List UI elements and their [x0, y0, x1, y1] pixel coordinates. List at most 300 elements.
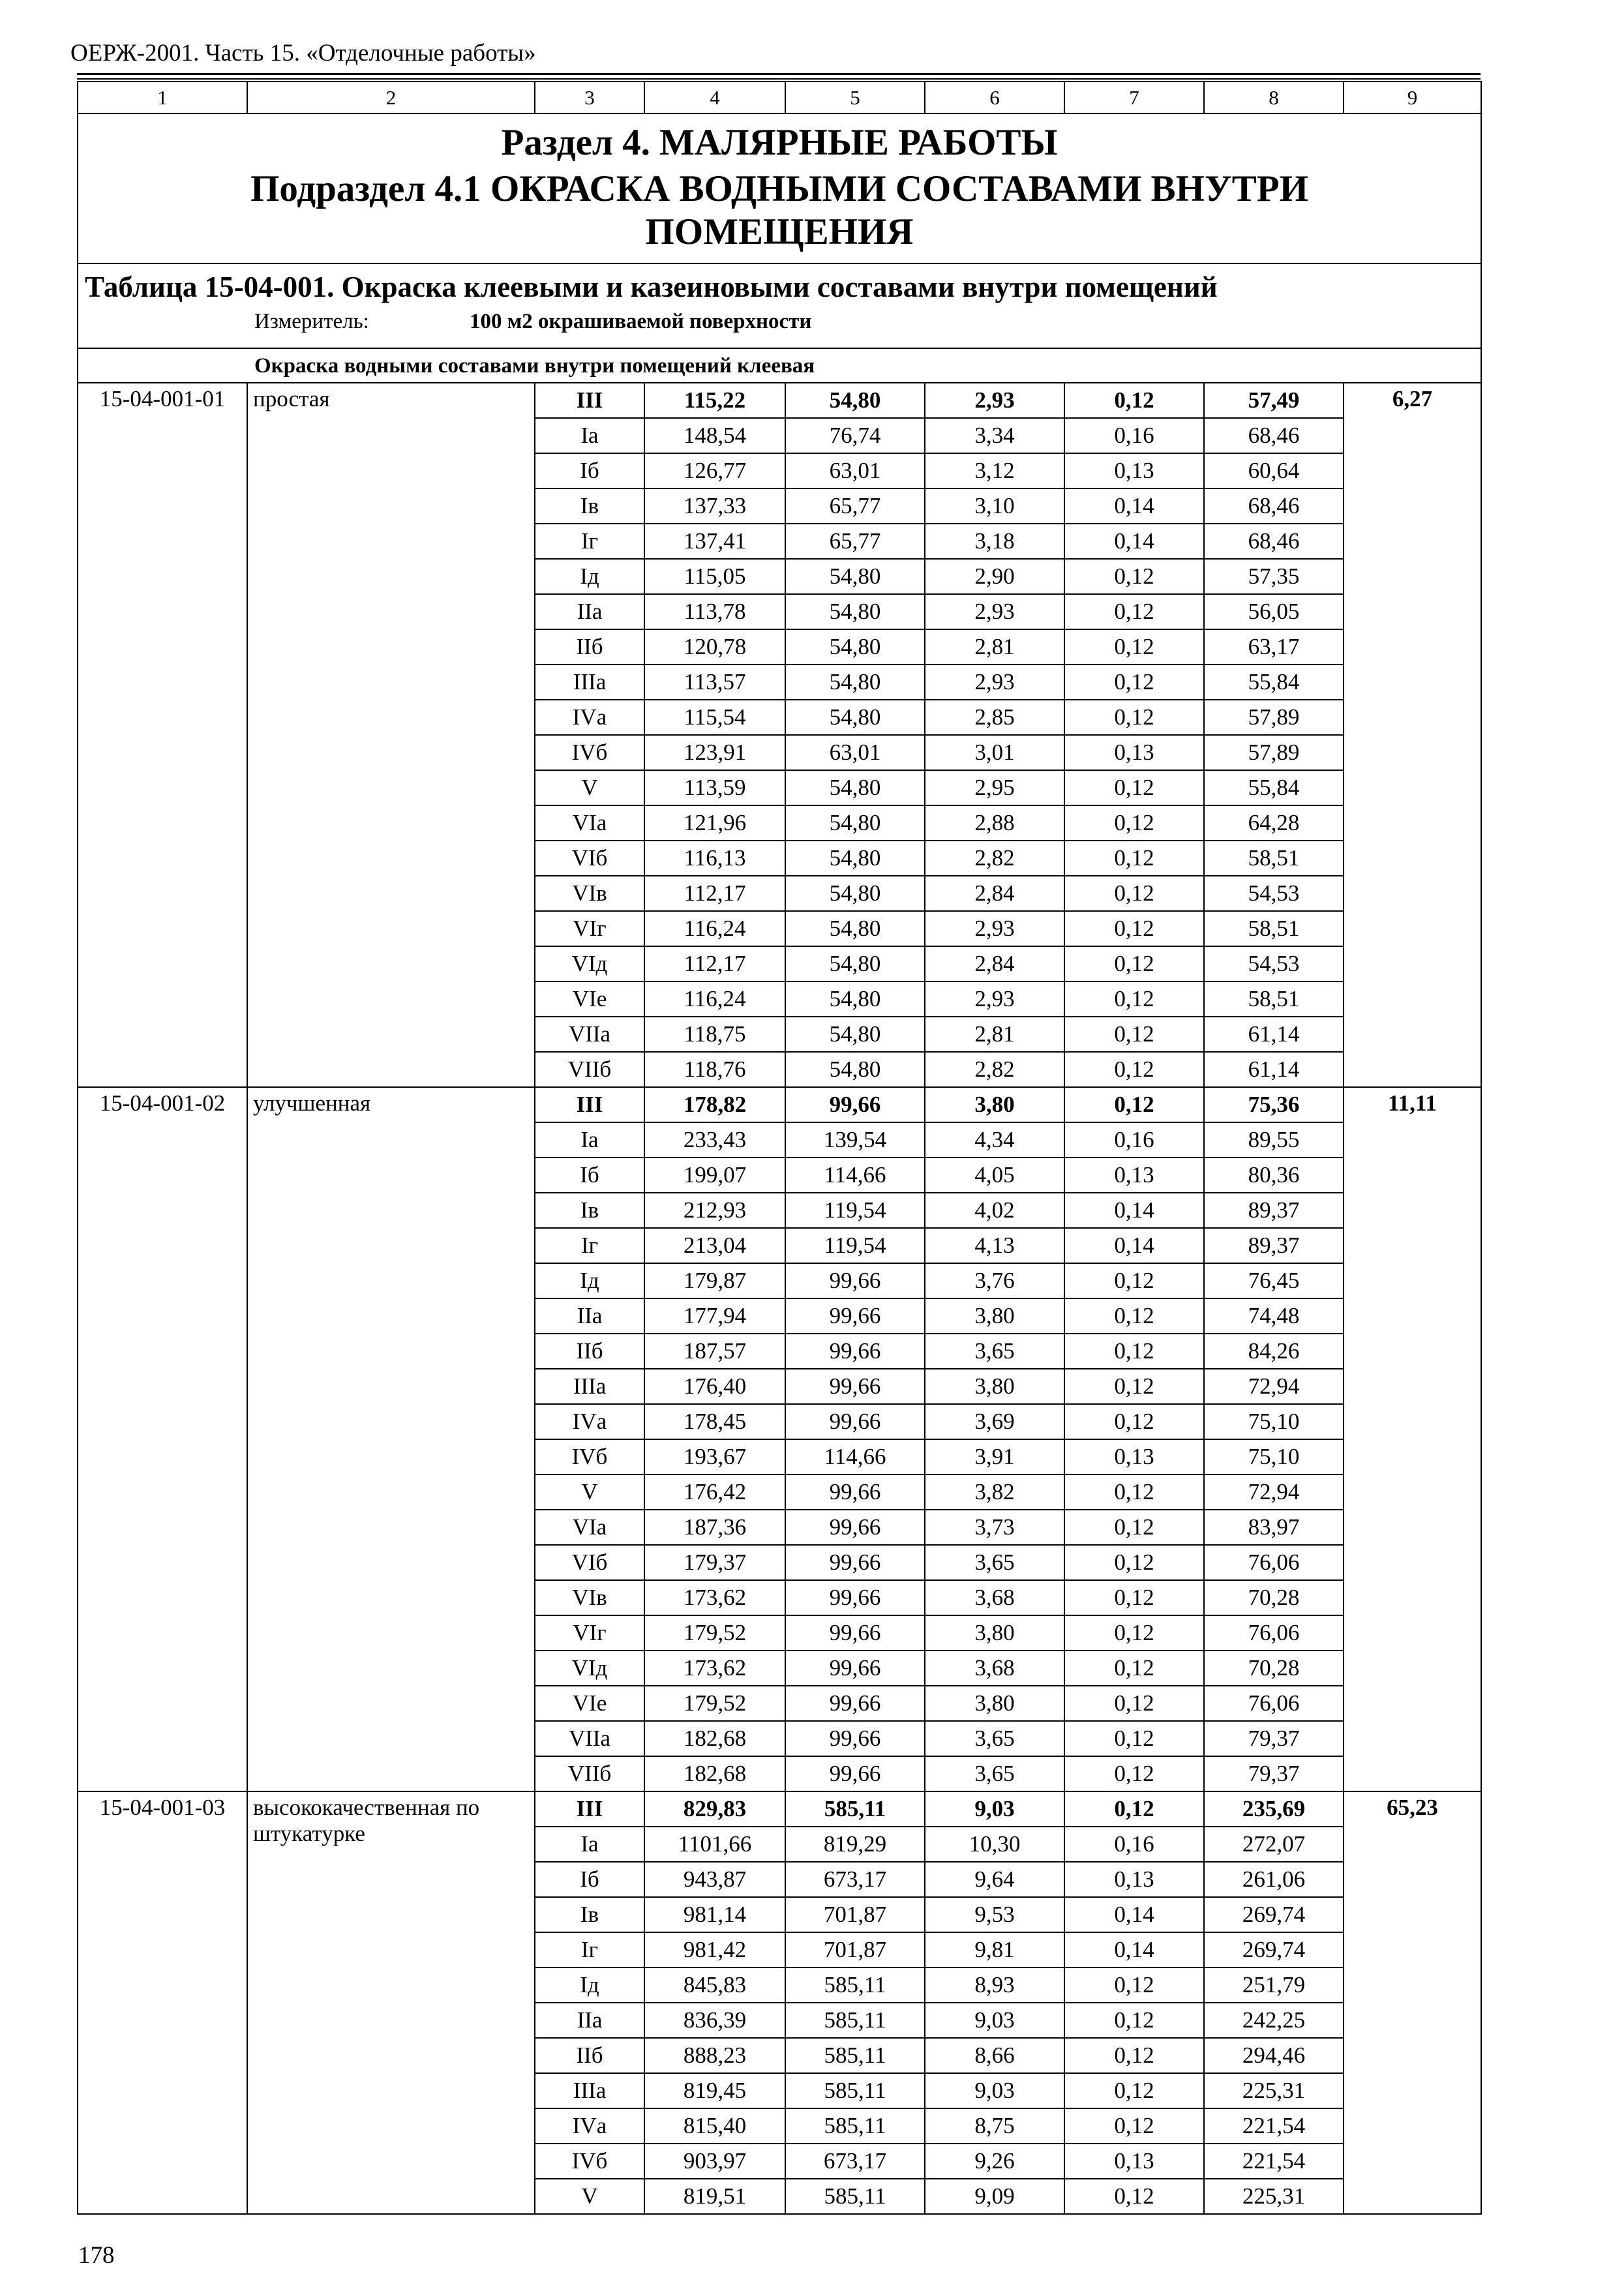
value-cell: 99,66 [785, 1369, 925, 1404]
value-cell: 173,62 [644, 1580, 785, 1615]
value-cell: 70,28 [1204, 1651, 1344, 1686]
value-cell: 0,12 [1064, 2003, 1204, 2038]
zone-cell: Iг [535, 1228, 644, 1263]
value-cell: 2,81 [925, 629, 1064, 665]
value-cell: 179,52 [644, 1615, 785, 1651]
value-cell: 2,93 [925, 383, 1064, 418]
page-number: 178 [78, 2242, 115, 2269]
header-rule [77, 73, 1481, 75]
value-cell: 269,74 [1204, 1897, 1344, 1932]
zone-cell: VIIб [535, 1052, 644, 1087]
column-number: 4 [644, 82, 785, 113]
value-cell: 57,89 [1204, 700, 1344, 735]
value-cell: 0,12 [1064, 981, 1204, 1017]
value-cell: 74,48 [1204, 1298, 1344, 1334]
value-cell: 0,12 [1064, 1545, 1204, 1580]
value-cell: 118,76 [644, 1052, 785, 1087]
value-cell: 701,87 [785, 1932, 925, 1967]
value-cell: 176,42 [644, 1474, 785, 1510]
value-cell: 3,80 [925, 1087, 1064, 1122]
value-cell: 0,12 [1064, 1651, 1204, 1686]
value-cell: 84,26 [1204, 1334, 1344, 1369]
value-cell: 0,12 [1064, 665, 1204, 700]
zone-cell: V [535, 1474, 644, 1510]
value-cell: 8,93 [925, 1967, 1064, 2003]
zone-cell: IIIа [535, 2073, 644, 2108]
value-cell: 213,04 [644, 1228, 785, 1263]
value-cell: 0,12 [1064, 2073, 1204, 2108]
value-cell: 63,01 [785, 453, 925, 488]
value-cell: 79,37 [1204, 1721, 1344, 1756]
zone-cell: VIе [535, 981, 644, 1017]
value-cell: 0,12 [1064, 1686, 1204, 1721]
zone-cell: Iв [535, 1897, 644, 1932]
value-cell: 89,55 [1204, 1122, 1344, 1158]
value-cell: 9,03 [925, 2073, 1064, 2108]
zone-cell: IVа [535, 2108, 644, 2144]
value-cell: 585,11 [785, 1791, 925, 1827]
value-cell: 3,68 [925, 1580, 1064, 1615]
zone-cell: IIб [535, 1334, 644, 1369]
value-cell: 193,67 [644, 1439, 785, 1474]
value-cell: 3,73 [925, 1510, 1064, 1545]
value-cell: 3,18 [925, 524, 1064, 559]
value-cell: 99,66 [785, 1686, 925, 1721]
value-cell: 75,36 [1204, 1087, 1344, 1122]
value-cell: 0,12 [1064, 1967, 1204, 2003]
column-number: 6 [925, 82, 1064, 113]
value-cell: 64,28 [1204, 805, 1344, 841]
value-cell: 0,12 [1064, 1510, 1204, 1545]
value-cell: 0,12 [1064, 911, 1204, 946]
zone-cell: Iв [535, 488, 644, 524]
value-cell: 199,07 [644, 1158, 785, 1193]
value-cell: 9,81 [925, 1932, 1064, 1967]
rate-code: 15-04-001-01 [78, 383, 247, 1087]
value-cell: 54,80 [785, 700, 925, 735]
value-cell: 261,06 [1204, 1862, 1344, 1897]
value-cell: 148,54 [644, 418, 785, 453]
value-cell: 10,30 [925, 1827, 1064, 1862]
zone-cell: Iд [535, 559, 644, 594]
subsection-title: Подраздел 4.1 ОКРАСКА ВОДНЫМИ СОСТАВАМИ ВНУТРИ ПОМЕЩЕНИЯ [250, 168, 1308, 252]
value-cell: 179,87 [644, 1263, 785, 1298]
value-cell: 54,80 [785, 665, 925, 700]
value-cell: 65,77 [785, 524, 925, 559]
value-cell: 8,75 [925, 2108, 1064, 2144]
section-title: Раздел 4. МАЛЯРНЫЕ РАБОТЫ [501, 122, 1058, 163]
value-cell: 819,51 [644, 2179, 785, 2214]
zone-cell: IIа [535, 2003, 644, 2038]
value-cell: 0,12 [1064, 2038, 1204, 2073]
table-row [78, 1087, 1481, 1122]
value-cell: 99,66 [785, 1510, 925, 1545]
value-cell: 981,14 [644, 1897, 785, 1932]
zone-cell: Iа [535, 418, 644, 453]
zone-cell: VIв [535, 1580, 644, 1615]
value-cell: 0,14 [1064, 488, 1204, 524]
value-cell: 119,54 [785, 1193, 925, 1228]
value-cell: 269,74 [1204, 1932, 1344, 1967]
subheading-row [78, 348, 1481, 383]
column-9-value: 6,27 [1344, 383, 1481, 1087]
value-cell: 0,12 [1064, 2179, 1204, 2214]
value-cell: 0,12 [1064, 700, 1204, 735]
column-number: 9 [1344, 82, 1481, 113]
value-cell: 57,89 [1204, 735, 1344, 770]
zone-cell: IIб [535, 629, 644, 665]
table-title-cell [78, 263, 1481, 348]
zone-cell: IIIа [535, 665, 644, 700]
value-cell: 120,78 [644, 629, 785, 665]
value-cell: 235,69 [1204, 1791, 1344, 1827]
value-cell: 585,11 [785, 2108, 925, 2144]
value-cell: 0,12 [1064, 1756, 1204, 1791]
value-cell: 55,84 [1204, 770, 1344, 805]
value-cell: 9,53 [925, 1897, 1064, 1932]
value-cell: 179,37 [644, 1545, 785, 1580]
zone-cell: V [535, 2179, 644, 2214]
zone-cell: Iг [535, 1932, 644, 1967]
value-cell: 79,37 [1204, 1756, 1344, 1791]
value-cell: 3,69 [925, 1404, 1064, 1439]
value-cell: 3,65 [925, 1545, 1064, 1580]
value-cell: 0,12 [1064, 1087, 1204, 1122]
zone-cell: III [535, 1087, 644, 1122]
value-cell: 0,12 [1064, 805, 1204, 841]
value-cell: 61,14 [1204, 1052, 1344, 1087]
value-cell: 2,82 [925, 841, 1064, 876]
value-cell: 0,12 [1064, 1263, 1204, 1298]
value-cell: 0,16 [1064, 418, 1204, 453]
value-cell: 3,80 [925, 1686, 1064, 1721]
value-cell: 72,94 [1204, 1474, 1344, 1510]
value-cell: 4,34 [925, 1122, 1064, 1158]
value-cell: 3,10 [925, 488, 1064, 524]
value-cell: 56,05 [1204, 594, 1344, 629]
zone-cell: VIб [535, 841, 644, 876]
value-cell: 836,39 [644, 2003, 785, 2038]
value-cell: 76,06 [1204, 1686, 1344, 1721]
value-cell: 137,41 [644, 524, 785, 559]
value-cell: 99,66 [785, 1474, 925, 1510]
value-cell: 55,84 [1204, 665, 1344, 700]
value-cell: 89,37 [1204, 1228, 1344, 1263]
value-cell: 0,12 [1064, 841, 1204, 876]
value-cell: 114,66 [785, 1158, 925, 1193]
value-cell: 187,36 [644, 1510, 785, 1545]
value-cell: 3,65 [925, 1721, 1064, 1756]
value-cell: 2,84 [925, 876, 1064, 911]
zone-cell: IVа [535, 700, 644, 735]
value-cell: 126,77 [644, 453, 785, 488]
value-cell: 99,66 [785, 1756, 925, 1791]
zone-cell: Iб [535, 1158, 644, 1193]
value-cell: 0,13 [1064, 1439, 1204, 1474]
value-cell: 9,09 [925, 2179, 1064, 2214]
value-cell: 0,12 [1064, 876, 1204, 911]
value-cell: 829,83 [644, 1791, 785, 1827]
value-cell: 585,11 [785, 2073, 925, 2108]
zone-cell: VIIа [535, 1017, 644, 1052]
value-cell: 57,35 [1204, 559, 1344, 594]
value-cell: 3,76 [925, 1263, 1064, 1298]
zone-cell: VIе [535, 1686, 644, 1721]
value-cell: 83,97 [1204, 1510, 1344, 1545]
value-cell: 112,17 [644, 946, 785, 981]
value-cell: 0,12 [1064, 1334, 1204, 1369]
table-title: Таблица 15-04-001. Окраска клеевыми и казеиновыми составами внутри помещений [85, 271, 1218, 303]
value-cell: 701,87 [785, 1897, 925, 1932]
value-cell: 76,06 [1204, 1615, 1344, 1651]
zone-cell: IIIа [535, 1369, 644, 1404]
value-cell: 3,91 [925, 1439, 1064, 1474]
column-number: 5 [785, 82, 925, 113]
value-cell: 251,79 [1204, 1967, 1344, 2003]
value-cell: 4,13 [925, 1228, 1064, 1263]
value-cell: 221,54 [1204, 2108, 1344, 2144]
zone-cell: VIв [535, 876, 644, 911]
value-cell: 99,66 [785, 1298, 925, 1334]
value-cell: 0,12 [1064, 1017, 1204, 1052]
value-cell: 2,95 [925, 770, 1064, 805]
zone-cell: IIа [535, 1298, 644, 1334]
value-cell: 72,94 [1204, 1369, 1344, 1404]
subheading: Окраска водными составами внутри помещений клеевая [78, 348, 1481, 383]
value-cell: 76,06 [1204, 1545, 1344, 1580]
zone-cell: IIа [535, 594, 644, 629]
value-cell: 121,96 [644, 805, 785, 841]
zone-cell: Iд [535, 1263, 644, 1298]
value-cell: 0,12 [1064, 1298, 1204, 1334]
work-name: улучшенная [247, 1087, 535, 1791]
value-cell: 58,51 [1204, 911, 1344, 946]
value-cell: 0,14 [1064, 1228, 1204, 1263]
value-cell: 2,90 [925, 559, 1064, 594]
value-cell: 819,29 [785, 1827, 925, 1862]
value-cell: 54,53 [1204, 876, 1344, 911]
value-cell: 0,14 [1064, 1897, 1204, 1932]
value-cell: 0,12 [1064, 629, 1204, 665]
value-cell: 99,66 [785, 1334, 925, 1369]
value-cell: 8,66 [925, 2038, 1064, 2073]
value-cell: 0,14 [1064, 1193, 1204, 1228]
value-cell: 9,64 [925, 1862, 1064, 1897]
value-cell: 173,62 [644, 1651, 785, 1686]
table-row [78, 1791, 1481, 1827]
value-cell: 3,65 [925, 1756, 1064, 1791]
value-cell: 903,97 [644, 2144, 785, 2179]
zone-cell: Iв [535, 1193, 644, 1228]
value-cell: 54,80 [785, 629, 925, 665]
running-head: ОЕРЖ-2001. Часть 15. «Отделочные работы» [70, 40, 536, 67]
value-cell: 75,10 [1204, 1439, 1344, 1474]
value-cell: 4,05 [925, 1158, 1064, 1193]
value-cell: 113,78 [644, 594, 785, 629]
value-cell: 0,16 [1064, 1827, 1204, 1862]
value-cell: 54,80 [785, 1017, 925, 1052]
value-cell: 99,66 [785, 1545, 925, 1580]
value-cell: 3,12 [925, 453, 1064, 488]
zone-cell: Iа [535, 1827, 644, 1862]
value-cell: 179,52 [644, 1686, 785, 1721]
value-cell: 9,26 [925, 2144, 1064, 2179]
value-cell: 54,80 [785, 805, 925, 841]
value-cell: 76,74 [785, 418, 925, 453]
value-cell: 76,45 [1204, 1263, 1344, 1298]
value-cell: 0,12 [1064, 594, 1204, 629]
value-cell: 99,66 [785, 1615, 925, 1651]
value-cell: 673,17 [785, 2144, 925, 2179]
value-cell: 888,23 [644, 2038, 785, 2073]
value-cell: 119,54 [785, 1228, 925, 1263]
value-cell: 54,80 [785, 1052, 925, 1087]
value-cell: 99,66 [785, 1404, 925, 1439]
value-cell: 2,93 [925, 594, 1064, 629]
value-cell: 2,82 [925, 1052, 1064, 1087]
value-cell: 57,49 [1204, 383, 1344, 418]
value-cell: 182,68 [644, 1721, 785, 1756]
table-row [78, 383, 1481, 418]
value-cell: 3,01 [925, 735, 1064, 770]
value-cell: 54,80 [785, 981, 925, 1017]
table-title-row [78, 263, 1481, 348]
value-cell: 80,36 [1204, 1158, 1344, 1193]
zone-cell: VIа [535, 805, 644, 841]
value-cell: 673,17 [785, 1862, 925, 1897]
value-cell: 54,80 [785, 946, 925, 981]
value-cell: 68,46 [1204, 488, 1344, 524]
value-cell: 99,66 [785, 1721, 925, 1756]
rate-code: 15-04-001-02 [78, 1087, 247, 1791]
value-cell: 176,40 [644, 1369, 785, 1404]
value-cell: 137,33 [644, 488, 785, 524]
value-cell: 99,66 [785, 1580, 925, 1615]
value-cell: 0,12 [1064, 946, 1204, 981]
value-cell: 63,01 [785, 735, 925, 770]
value-cell: 221,54 [1204, 2144, 1344, 2179]
value-cell: 2,93 [925, 911, 1064, 946]
zone-cell: Iб [535, 453, 644, 488]
value-cell: 242,25 [1204, 2003, 1344, 2038]
zone-cell: Iд [535, 1967, 644, 2003]
header-rule-thin [77, 78, 1481, 80]
value-cell: 225,31 [1204, 2073, 1344, 2108]
value-cell: 114,66 [785, 1439, 925, 1474]
value-cell: 177,94 [644, 1298, 785, 1334]
value-cell: 54,80 [785, 770, 925, 805]
value-cell: 3,68 [925, 1651, 1064, 1686]
zone-cell: IVб [535, 1439, 644, 1474]
value-cell: 0,13 [1064, 1862, 1204, 1897]
value-cell: 0,12 [1064, 1721, 1204, 1756]
value-cell: 585,11 [785, 2179, 925, 2214]
value-cell: 0,12 [1064, 1369, 1204, 1404]
column-number: 2 [247, 82, 535, 113]
value-cell: 113,59 [644, 770, 785, 805]
value-cell: 60,64 [1204, 453, 1344, 488]
value-cell: 3,80 [925, 1369, 1064, 1404]
value-cell: 0,13 [1064, 453, 1204, 488]
value-cell: 116,13 [644, 841, 785, 876]
zone-cell: VIб [535, 1545, 644, 1580]
value-cell: 0,12 [1064, 1615, 1204, 1651]
value-cell: 54,53 [1204, 946, 1344, 981]
value-cell: 585,11 [785, 2038, 925, 2073]
value-cell: 3,80 [925, 1615, 1064, 1651]
value-cell: 2,84 [925, 946, 1064, 981]
work-name: высококачественная по штукатурке [247, 1791, 535, 2214]
zone-cell: III [535, 383, 644, 418]
value-cell: 116,24 [644, 911, 785, 946]
zone-cell: IVа [535, 1404, 644, 1439]
value-cell: 123,91 [644, 735, 785, 770]
value-cell: 58,51 [1204, 841, 1344, 876]
rate-code: 15-04-001-03 [78, 1791, 247, 2214]
value-cell: 0,12 [1064, 770, 1204, 805]
measure-line [78, 305, 1481, 335]
value-cell: 54,80 [785, 841, 925, 876]
value-cell: 3,34 [925, 418, 1064, 453]
zone-cell: IVб [535, 2144, 644, 2179]
value-cell: 272,07 [1204, 1827, 1344, 1862]
zone-cell: VIIа [535, 1721, 644, 1756]
column-number-row [78, 82, 1481, 113]
value-cell: 0,12 [1064, 1404, 1204, 1439]
value-cell: 981,42 [644, 1932, 785, 1967]
zone-cell: VIа [535, 1510, 644, 1545]
rates-table [77, 81, 1482, 2215]
section-title-cell [78, 113, 1481, 263]
column-number: 1 [78, 82, 247, 113]
value-cell: 58,51 [1204, 981, 1344, 1017]
column-9-value: 11,11 [1344, 1087, 1481, 1791]
value-cell: 0,14 [1064, 524, 1204, 559]
zone-cell: VIд [535, 946, 644, 981]
value-cell: 0,13 [1064, 2144, 1204, 2179]
value-cell: 294,46 [1204, 2038, 1344, 2073]
value-cell: 115,05 [644, 559, 785, 594]
value-cell: 815,40 [644, 2108, 785, 2144]
value-cell: 68,46 [1204, 524, 1344, 559]
value-cell: 585,11 [785, 2003, 925, 2038]
zone-cell: IIб [535, 2038, 644, 2073]
value-cell: 61,14 [1204, 1017, 1344, 1052]
value-cell: 943,87 [644, 1862, 785, 1897]
value-cell: 115,22 [644, 383, 785, 418]
value-cell: 65,77 [785, 488, 925, 524]
value-cell: 139,54 [785, 1122, 925, 1158]
value-cell: 4,02 [925, 1193, 1064, 1228]
value-cell: 585,11 [785, 1967, 925, 2003]
value-cell: 0,12 [1064, 559, 1204, 594]
value-cell: 182,68 [644, 1756, 785, 1791]
value-cell: 54,80 [785, 911, 925, 946]
work-name: простая [247, 383, 535, 1087]
value-cell: 178,45 [644, 1404, 785, 1439]
value-cell: 89,37 [1204, 1193, 1344, 1228]
value-cell: 187,57 [644, 1334, 785, 1369]
value-cell: 54,80 [785, 876, 925, 911]
zone-cell: Iб [535, 1862, 644, 1897]
value-cell: 54,80 [785, 594, 925, 629]
value-cell: 9,03 [925, 1791, 1064, 1827]
zone-cell: VIг [535, 911, 644, 946]
value-cell: 1101,66 [644, 1827, 785, 1862]
value-cell: 75,10 [1204, 1404, 1344, 1439]
value-cell: 0,16 [1064, 1122, 1204, 1158]
value-cell: 819,45 [644, 2073, 785, 2108]
